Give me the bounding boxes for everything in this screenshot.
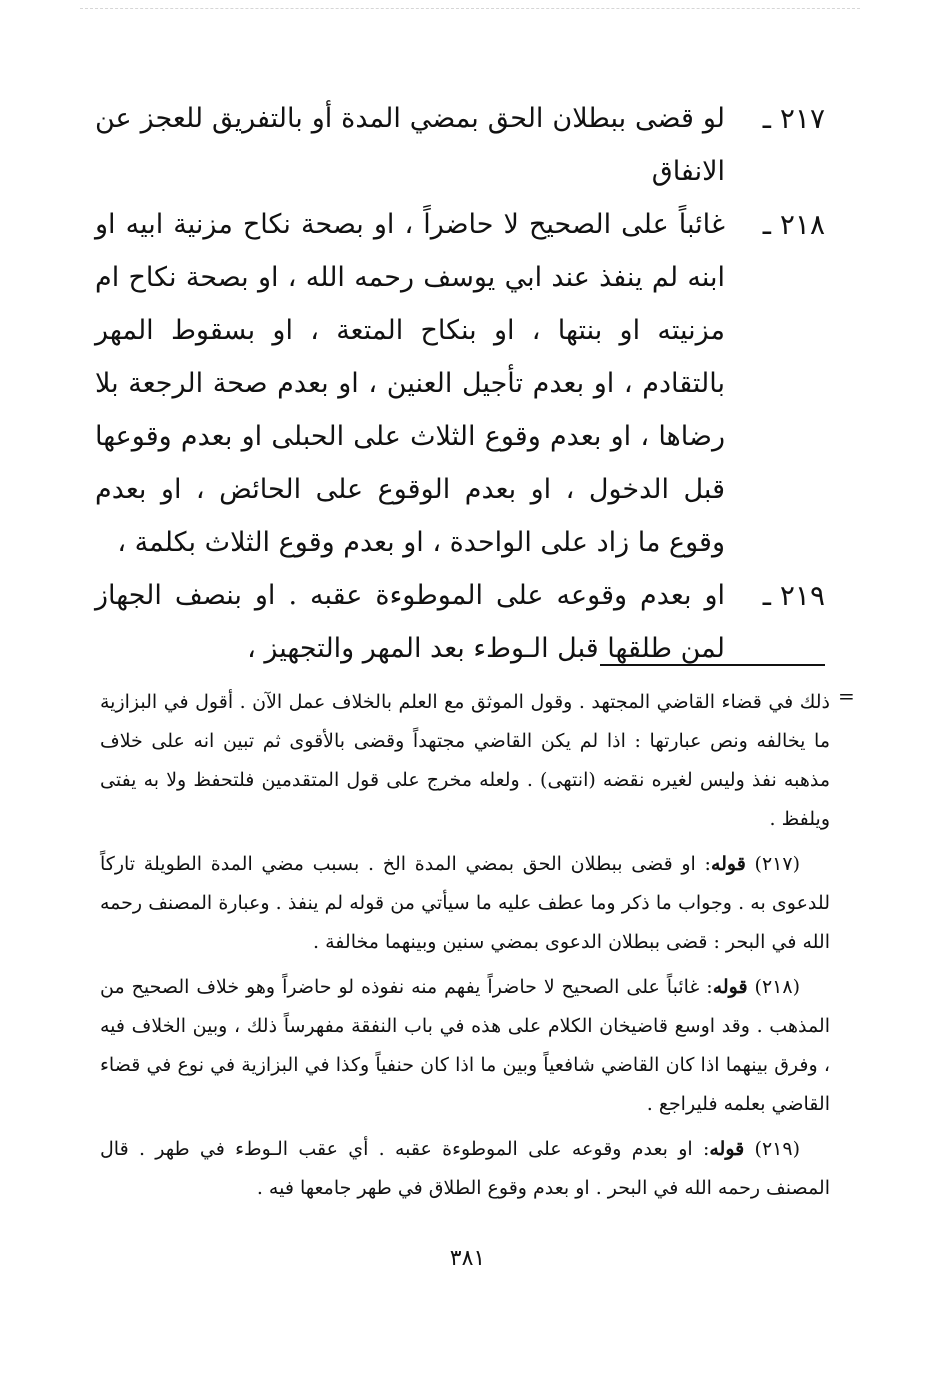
footnote-217 — [100, 845, 830, 962]
footnotes-block — [100, 683, 830, 1208]
footnote-text: : غائباً على الصحيح لا حاضراً يفهم منه نفوذه لو حاضراً وهو خلاف الصحيح من المذهب . وقد اوسع قاضيخان الكلام على هذه في باب النفقة مفهرساً ذلك ، وبين الخلاف فيه ، وفرق بينهما اذا كان القاضي شافعياً وبين ما اذا كان حنفياً وكذا في البزازية في نوع في قضاء القاضي بعلمه فليراجع . — [100, 976, 830, 1115]
footnote-keyword: قوله — [712, 976, 748, 998]
entry-text: غائباً على الصحيح لا حاضراً ، او بصحة نكاح مزنية ابيه او ابنه لم ينفذ عند ابي يوسف رحمه الله ، او بصحة نكاح ام مزنيته او بنتها ، او بنكاح المتعة ، او بسقوط المهر بالتقادم ، او بعدم تأجيل العنين ، او بعدم صحة الرجعة بلا رضاها ، او بعدم وقوع الثلاث على الحبلى او بعدم وقوعها قبل الدخول ، او بعدم الوقوع على الحائض ، او بعدم وقوع ما زاد على الواحدة ، او بعدم وقوع الثلاث بكلمة ، — [95, 209, 725, 558]
footnote-text: : او قضى ببطلان الحق بمضي المدة الخ . بسبب مضي المدة الطويلة تاركاً للدعوى به . وجواب ما ذكر وما عطف عليه ما سيأتي من قوله لم ينفذ . وعبارة المصنف رحمه الله في البحر : قضى ببطلان الدعوى بمضي سنين وبينهما مخالفة . — [100, 853, 830, 953]
footnote-219 — [100, 1130, 830, 1208]
footnote-number: (٢١٩) — [754, 1138, 800, 1160]
footnote-218 — [100, 968, 830, 1124]
entry-218 — [95, 198, 825, 569]
entry-text: لو قضى ببطلان الحق بمضي المدة أو بالتفريق للعجز عن الانفاق — [95, 103, 725, 187]
footnote-keyword: قوله — [709, 1138, 745, 1160]
page-number: ٣٨١ — [449, 1246, 486, 1271]
footnote-continuation: ذلك في قضاء القاضي المجتهد . وقول الموثق مع العلم بالخلاف عمل الآن . أقول في البزازية ما يخالفه ونص عبارتها : اذا لم يكن القاضي مجتهداً وقضى بالأقوى ثم تبين انه على خلاف مذهبه نفذ وليس لغيره نقضه (انتهى) . ولعله مخرج على قول المتقدمين فلتحفظ ولا به يفتى ويلفظ . — [100, 691, 830, 830]
entry-text: او بعدم وقوعه على الموطوءة عقبه . او بنصف الجهاز لمن طلقها قبل الـوطء بعد المهر والتجهيز ، — [95, 580, 725, 664]
footnote-number: (٢١٨) — [754, 976, 801, 998]
footnote-keyword: قوله — [710, 853, 746, 875]
entry-217 — [95, 92, 825, 198]
entry-number: ٢١٩ ـ — [762, 579, 825, 612]
main-text-block — [95, 92, 825, 675]
entry-number: ٢١٧ ـ — [762, 102, 825, 135]
entry-219 — [95, 569, 825, 675]
footnote-separator — [600, 664, 825, 666]
top-edge-line — [80, 8, 860, 9]
continuation-mark: = — [838, 684, 855, 708]
footnote-number: (٢١٧) — [754, 853, 800, 875]
entry-number: ٢١٨ ـ — [762, 208, 825, 241]
footnote-text: : او بعدم وقوعه على الموطوءة عقبه . أي عقب الـوطء في طهر . قال المصنف رحمه الله في البحر . او بعدم وقوع الطلاق في طهر جامعها فيه . — [100, 1138, 830, 1199]
